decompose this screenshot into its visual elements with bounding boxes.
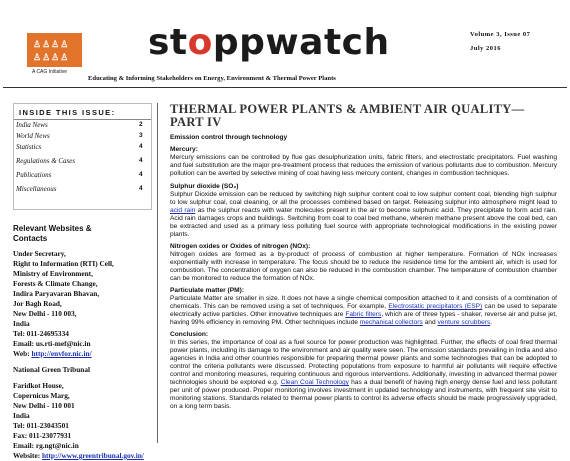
tagline: Educating & Informing Stakeholders on Energy, Environment & Thermal Power Plants bbox=[88, 75, 336, 82]
contact-line: India bbox=[13, 411, 30, 420]
contact-line: Faridkot House, bbox=[13, 381, 64, 390]
contact-line: Tel: 011-23043501 bbox=[13, 421, 69, 430]
esp-link[interactable]: Electrostatic precipitators (ESP) bbox=[388, 303, 483, 310]
toc-item[interactable]: Statistics 4 bbox=[16, 143, 143, 151]
contact-line: Right to Information (RTI) Cell, bbox=[13, 259, 114, 268]
contact-line: New Delhi - 110 001 bbox=[13, 401, 75, 410]
logo-caption: A CAG Initiative bbox=[32, 69, 68, 75]
contact-line: Tel: 011-24695334 bbox=[13, 329, 69, 338]
contact-line: Forests & Climate Change, bbox=[13, 279, 98, 288]
issue-info bbox=[470, 28, 530, 56]
clean-coal-link[interactable]: Clean Coal Technology bbox=[280, 379, 349, 386]
moef-website-link[interactable]: http://envfor.nic.in/ bbox=[31, 349, 92, 358]
toc-item[interactable]: Miscellaneous 4 bbox=[16, 185, 143, 193]
contact-line: Fax: 011-23077931 bbox=[13, 431, 72, 440]
contact-line: Email: rg.ngt@nic.in bbox=[13, 441, 79, 450]
ngt-website-link[interactable]: http://www.greentribunal.gov.in/ bbox=[42, 451, 144, 460]
table-of-contents bbox=[14, 120, 151, 195]
relevant-websites-heading: Relevant Websites & Contacts bbox=[13, 224, 92, 243]
people-icon: ♙♙♙♙ bbox=[33, 52, 70, 62]
section-heading: Particulate matter (PM): bbox=[170, 287, 245, 294]
volume-issue: Volume 3, Issue 07 bbox=[470, 31, 531, 38]
section-heading: Sulphur dioxide (SO₂) bbox=[170, 183, 239, 190]
masthead-title: stoppwatch bbox=[148, 22, 390, 63]
acid-rain-link[interactable]: acid rain bbox=[170, 207, 196, 214]
people-icon: ♙♙♙♙ bbox=[33, 39, 70, 49]
contact-line: Jor Bagh Road, bbox=[13, 299, 62, 308]
contact-line: New Delhi - 110 003, bbox=[13, 309, 77, 318]
issue-date: July 2016 bbox=[470, 45, 502, 52]
cag-logo bbox=[27, 33, 82, 67]
inside-this-issue-box bbox=[13, 103, 152, 210]
section-heading: Mercury: bbox=[170, 146, 198, 153]
paragraph: Sulphur Dioxide emission can be reduced by switching high sulphur content coal to low sulphur content coal, blending high sulphur to low sulphur coal, coal cleaning, or all the processes combined based on target. Releasing sulphur into atmosphere might lead to acid rain as the sulphur reacts with water molecules present in the air to become sulphuric acid. They precipitate to form acid rain. Acid rain damages crops and buildings. Switching from coal to coal bed methane, wherein methane present above the coal bed, can be extracted and used as a primary less polluting fuel source with appropriate technological modifications in the existing power plants. bbox=[170, 191, 557, 238]
contact-line: Copernicus Marg, bbox=[13, 391, 70, 400]
venture-scrubbers-link[interactable]: venture scrubbers bbox=[437, 319, 491, 326]
toc-item[interactable]: India News 2 bbox=[16, 121, 143, 129]
toc-item[interactable]: World News 3 bbox=[16, 132, 143, 140]
contact-web-line: Web: http://envfor.nic.in/ bbox=[13, 349, 92, 358]
toc-item[interactable]: Regulations & Cases 4 bbox=[16, 157, 143, 165]
section-heading: Nitrogen oxides or Oxides of nitrogen (NOx): bbox=[170, 243, 311, 250]
contact-line: India bbox=[13, 319, 30, 328]
article-title: THERMAL POWER PLANTS & AMBIENT AIR QUALITY— PART IV bbox=[170, 102, 525, 129]
paragraph: Mercury emissions can be controlled by flue gas desulphurization units, fabric filters, and electrostatic precipitators. Fuel washing and fuel substitution are the major pre-treatment process that reduces the emission of various pollutants due to combustion. Mercury pollution can be averted by selective mining of coal having less mercury content, changes in combustion techniques. bbox=[170, 154, 557, 177]
section-heading: Emission control through technology bbox=[170, 134, 288, 141]
section-heading: Conclusion: bbox=[170, 331, 209, 338]
fabric-filters-link[interactable]: Fabric filters bbox=[345, 311, 382, 318]
toc-item[interactable]: Publications 4 bbox=[16, 171, 143, 179]
article bbox=[170, 103, 557, 411]
stop-icon: o bbox=[187, 22, 213, 63]
contact-line: National Green Tribunal bbox=[13, 365, 91, 374]
contact-line: Email: us.rti-mef@nic.in bbox=[13, 339, 91, 348]
sidebar bbox=[13, 103, 152, 460]
paragraph: Particulate Matter are smaller in size. It does not have a single chemical composition attached to it and consists of a combination of chemicals. This can be removed using a set of techniques. For example, Electrostatic precipitators (ESP) can be used to separate electrically active particles. Other innovative techniques are Fabric filters, which are of three types - shaker, reverse air and pulse jet, having 99% efficiency in removing PM. Other techniques include mechanical collectors and venture scrubbers. bbox=[170, 295, 557, 326]
contacts bbox=[13, 249, 144, 461]
column-divider bbox=[157, 103, 158, 443]
mechanical-collectors-link[interactable]: mechanical collectors bbox=[359, 319, 423, 326]
contact-web-line: Website: http://www.greentribunal.gov.in/ bbox=[13, 451, 144, 460]
paragraph: In this series, the importance of coal as a fuel source for power production was highlighted. Further, the effects of coal fired thermal power plants, including its damage to the environment and air quality were seen. The emission standards prevailing in India and also agencies in India and other countries responsible for preparing thermal power plants and some technologies that can be adopted to control the criteria pollutants were discussed. Protecting populations from exposure to harmful air pollutants will require effective control and monitoring measures, requiring continuous and rigorous interventions. Additionally, investing in advanced thermal power technologies should be explored e.g. Clean Coal Technology has a dual benefit of having high energy dense fuel and less pollutant per unit of power produced. Proper monitoring involves investment in updated technology and instruments, with frequent site visit to monitoring stations. Standards related to thermal power plants to control its adverse effects should be made progressively upgraded, on a long term basis. bbox=[170, 339, 557, 410]
inside-title: INSIDE THIS ISSUE: bbox=[19, 108, 116, 117]
paragraph: Nitrogen oxides are formed as a by-product of process of combustion at higher temperature. Formation of NOx increases exponentially with increase in temperature. The focus should be to reduce the residence time for the ambient air, which is used for combustion. The concentration of oxygen can also be reduced in the combustion chamber. The temperature of combustion chamber can be monitored to reduce the formation of NOx. bbox=[170, 251, 557, 282]
contact-line: Ministry of Environment, bbox=[13, 269, 93, 278]
contact-line: Indira Paryavaran Bhavan, bbox=[13, 289, 100, 298]
header-divider bbox=[3, 87, 567, 88]
contact-line: Under Secretary, bbox=[13, 249, 66, 258]
